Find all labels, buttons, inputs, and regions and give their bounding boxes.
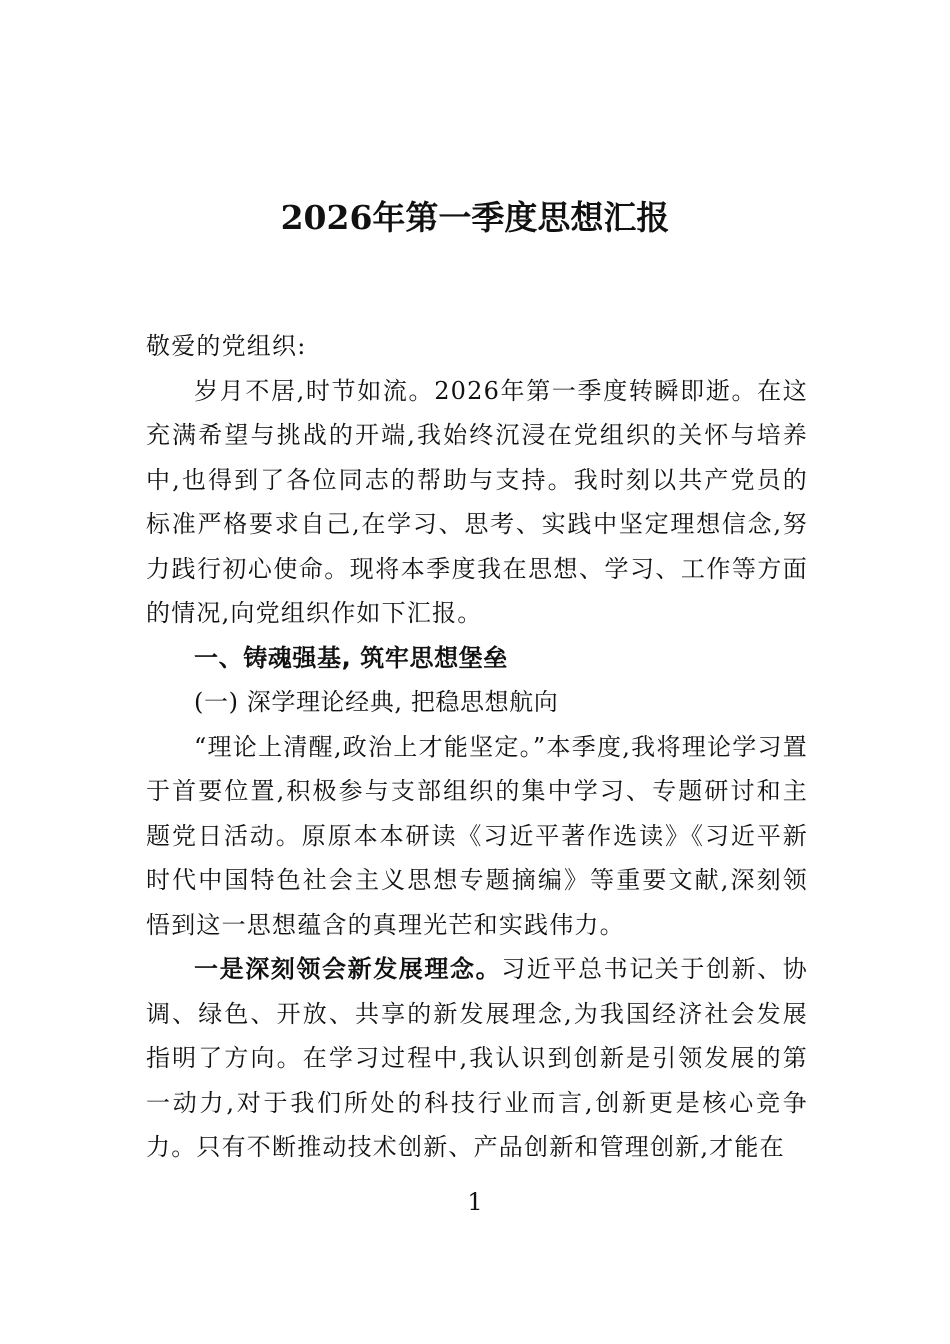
salutation: 敬爱的党组织: [146, 332, 307, 360]
intro-paragraph: 岁月不居,时节如流。2026年第一季度转瞬即逝。在这充满希望与挑战的开端,我始终沉浸在党组织的关怀与培养中,也得到了各位同志的帮助与支持。我时刻以共产党员的标准严格要求自己,在学习、思考、实践中坚定理想信念,努力践行初心使命。现将本季度我在思想、学习、工作等方面的情况,向党组织作如下汇报。 [146, 376, 808, 627]
subsection-heading: (一) 深学理论经典, 把稳思想航向 [194, 688, 559, 716]
theory-paragraph: “理论上清醒,政治上才能坚定。”本季度,我将理论学习置于首要位置,积极参与支部组织的集中学习、专题研讨和主题党日活动。原原本本研读《习近平著作选读》《习近平新时代中国特色社会主义思想专题摘编》等重要文献,深刻领悟到这一思想蕴含的真理光芒和实践伟力。 [146, 732, 808, 939]
point-text: 习近平总书记关于创新、协调、绿色、开放、共享的新发展理念,为我国经济社会发展指明了方向。在学习过程中,我认识到创新是引领发展的第一动力,对于我们所处的科技行业而言,创新更是核心竞争力。只有不断推动技术创新、产品创新和管理创新,才能在 [146, 955, 808, 1161]
document-title: 2026年第一季度思想汇报 [280, 198, 670, 237]
page-number: 1 [467, 1188, 483, 1216]
point-paragraph [146, 947, 808, 1170]
document-body [146, 324, 808, 1170]
section-heading: 一、铸魂强基, 筑牢思想堡垒 [194, 643, 508, 672]
point-lead: 一是深刻领会新发展理念。 [194, 955, 502, 983]
